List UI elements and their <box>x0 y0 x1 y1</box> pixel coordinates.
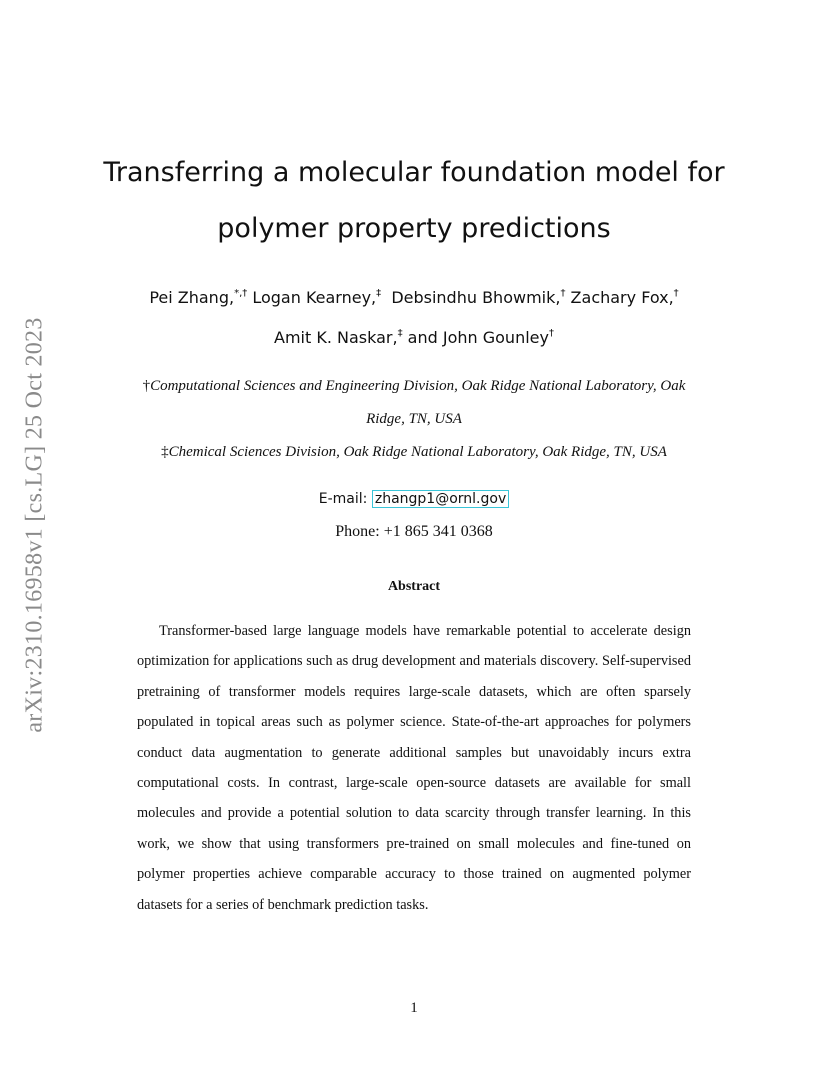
paper-title-line-1: Transferring a molecular foundation model for <box>103 157 725 188</box>
page-number: 1 <box>410 1000 418 1016</box>
affiliation-mark: † <box>142 378 151 394</box>
author-line-1 <box>0 288 828 307</box>
author-name: and John Gounley <box>407 328 549 347</box>
affiliation-text: Computational Sciences and Engineering Division, Oak Ridge National Laboratory, Oak <box>150 378 686 394</box>
author-name: Zachary Fox, <box>570 288 674 307</box>
affiliation-double-dagger <box>0 444 828 461</box>
author-affiliation-mark: † <box>560 288 566 299</box>
affiliation-dagger-continued: Ridge, TN, USA <box>366 411 462 427</box>
author-affiliation-mark: † <box>673 288 679 299</box>
phone-line: Phone: +1 865 341 0368 <box>335 523 493 540</box>
author-affiliation-mark: *,† <box>234 288 248 299</box>
abstract-heading: Abstract <box>387 579 441 594</box>
arxiv-stamp-text: arXiv:2310.16958v1 [cs.LG] 25 Oct 2023 <box>21 317 48 733</box>
paper-title-line-2: polymer property predictions <box>217 213 611 244</box>
author-name: Debsindhu Bhowmik, <box>391 288 561 307</box>
email-line <box>0 491 828 507</box>
email-link[interactable]: zhangp1@ornl.gov <box>372 490 509 508</box>
abstract-body: Transformer-based large language models have remarkable potential to accelerate design optimization for applications such as drug development and materials discovery. Self-supervised pretraining of transformer models requires large-scale datasets, which are often sparsely populated in topical areas such as polymer science. State-of-the-art approaches for polymers conduct data augmentation to generate additional samples but unavoidably incurs extra computational costs. In contrast, large-scale open-source datasets are available for small molecules and provide a potential solution to data scarcity through transfer learning. In this work, we show that using transformers pre-trained on small molecules and fine-tuned on polymer properties achieve comparable accuracy to those trained on augmented polymer datasets for a series of benchmark prediction tasks. <box>137 623 691 913</box>
author-name: Pei Zhang, <box>149 288 235 307</box>
author-line-2 <box>0 328 828 347</box>
email-label: E-mail: <box>318 491 368 507</box>
author-affiliation-mark: ‡ <box>376 288 382 299</box>
affiliation-mark: ‡ <box>161 444 169 460</box>
author-affiliation-mark: † <box>548 328 554 339</box>
affiliation-text: Chemical Sciences Division, Oak Ridge National Laboratory, Oak Ridge, TN, USA <box>168 444 667 460</box>
author-name: Amit K. Naskar, <box>274 328 398 347</box>
author-affiliation-mark: ‡ <box>397 328 403 339</box>
author-name: Logan Kearney, <box>252 288 377 307</box>
affiliation-dagger <box>0 378 828 395</box>
